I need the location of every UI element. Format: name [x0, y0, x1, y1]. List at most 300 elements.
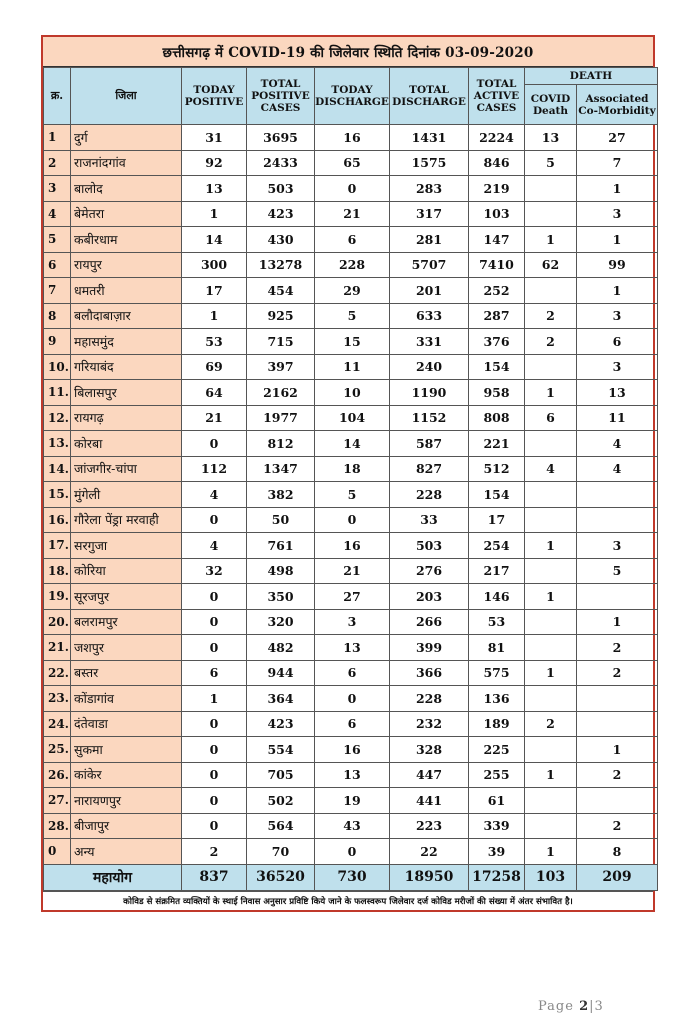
cell-total-active: 846 — [469, 150, 525, 176]
cell-district: दुर्ग — [71, 125, 182, 151]
cell-sn: 19. — [44, 584, 71, 610]
cell-co-morbidity: 2 — [577, 635, 658, 661]
cell-sn: 28. — [44, 813, 71, 839]
cell-total-active: 221 — [469, 431, 525, 457]
cell-total-discharge: 1190 — [390, 380, 469, 406]
cell-total-discharge: 331 — [390, 329, 469, 355]
page-label: Page — [538, 999, 574, 1014]
cell-total-discharge: 232 — [390, 711, 469, 737]
cell-co-morbidity: 99 — [577, 252, 658, 278]
cell-today-positive: 0 — [182, 431, 247, 457]
cell-total-active: 17 — [469, 507, 525, 533]
cell-today-discharge: 0 — [315, 507, 390, 533]
district-status-table — [43, 67, 658, 891]
cell-today-discharge: 0 — [315, 176, 390, 202]
cell-today-discharge: 0 — [315, 686, 390, 712]
header-today-positive: TODAY POSITIVE — [182, 68, 247, 125]
table-row — [44, 788, 658, 814]
cell-today-positive: 13 — [182, 176, 247, 202]
header-district: जिला — [71, 68, 182, 125]
cell-today-discharge: 0 — [315, 839, 390, 865]
cell-district: कोरिया — [71, 558, 182, 584]
cell-co-morbidity — [577, 711, 658, 737]
cell-co-morbidity: 1 — [577, 609, 658, 635]
cell-today-positive: 4 — [182, 482, 247, 508]
cell-today-positive: 0 — [182, 584, 247, 610]
cell-today-discharge: 11 — [315, 354, 390, 380]
cell-covid-death: 1 — [525, 762, 577, 788]
cell-district: बालोद — [71, 176, 182, 202]
cell-total-active: 2224 — [469, 125, 525, 151]
cell-total-positive: 1977 — [247, 405, 315, 431]
cell-covid-death — [525, 431, 577, 457]
cell-today-discharge: 13 — [315, 762, 390, 788]
cell-sn: 15. — [44, 482, 71, 508]
cell-total-active: 53 — [469, 609, 525, 635]
page-total: 3 — [594, 999, 604, 1014]
cell-total-discharge: 827 — [390, 456, 469, 482]
cell-today-positive: 1 — [182, 201, 247, 227]
cell-total-discharge: 328 — [390, 737, 469, 763]
cell-total-active: 376 — [469, 329, 525, 355]
cell-covid-death: 4 — [525, 456, 577, 482]
cell-district: महासमुंद — [71, 329, 182, 355]
cell-today-discharge: 228 — [315, 252, 390, 278]
cell-today-positive: 1 — [182, 303, 247, 329]
cell-co-morbidity: 3 — [577, 303, 658, 329]
cell-sn: 26. — [44, 762, 71, 788]
cell-today-discharge: 16 — [315, 533, 390, 559]
cell-total-positive: 715 — [247, 329, 315, 355]
cell-district: राजनांदगांव — [71, 150, 182, 176]
cell-district: गरियाबंद — [71, 354, 182, 380]
header-total-positive: TOTAL POSITIVE CASES — [247, 68, 315, 125]
cell-sn: 6 — [44, 252, 71, 278]
cell-sn: 3 — [44, 176, 71, 202]
table-row — [44, 558, 658, 584]
cell-total-active: 7410 — [469, 252, 525, 278]
cell-sn: 20. — [44, 609, 71, 635]
cell-covid-death — [525, 788, 577, 814]
cell-co-morbidity: 11 — [577, 405, 658, 431]
cell-total-discharge: 1431 — [390, 125, 469, 151]
cell-total-discharge: 503 — [390, 533, 469, 559]
cell-district: रायगढ़ — [71, 405, 182, 431]
cell-total-positive: 705 — [247, 762, 315, 788]
cell-total-active: 252 — [469, 278, 525, 304]
header-death: DEATH — [525, 68, 658, 85]
cell-covid-death: 2 — [525, 329, 577, 355]
total-total-active: 17258 — [469, 864, 525, 890]
cell-today-discharge: 3 — [315, 609, 390, 635]
cell-sn: 23. — [44, 686, 71, 712]
cell-today-positive: 53 — [182, 329, 247, 355]
table-row — [44, 278, 658, 304]
cell-today-positive: 0 — [182, 737, 247, 763]
cell-total-active: 339 — [469, 813, 525, 839]
table-row — [44, 839, 658, 865]
cell-district: कोरबा — [71, 431, 182, 457]
cell-total-positive: 430 — [247, 227, 315, 253]
cell-total-active: 255 — [469, 762, 525, 788]
cell-covid-death — [525, 686, 577, 712]
cell-total-discharge: 1575 — [390, 150, 469, 176]
cell-total-discharge: 5707 — [390, 252, 469, 278]
cell-today-positive: 112 — [182, 456, 247, 482]
cell-total-positive: 761 — [247, 533, 315, 559]
cell-today-discharge: 5 — [315, 482, 390, 508]
table-row — [44, 635, 658, 661]
cell-total-active: 217 — [469, 558, 525, 584]
cell-covid-death — [525, 482, 577, 508]
cell-district: गौरेला पेंड्रा मरवाही — [71, 507, 182, 533]
cell-covid-death — [525, 278, 577, 304]
cell-today-discharge: 15 — [315, 329, 390, 355]
cell-co-morbidity: 4 — [577, 431, 658, 457]
table-row — [44, 482, 658, 508]
cell-covid-death: 6 — [525, 405, 577, 431]
cell-total-active: 136 — [469, 686, 525, 712]
cell-co-morbidity: 3 — [577, 201, 658, 227]
cell-district: सुकमा — [71, 737, 182, 763]
cell-co-morbidity: 1 — [577, 278, 658, 304]
cell-sn: 10. — [44, 354, 71, 380]
cell-total-positive: 350 — [247, 584, 315, 610]
cell-co-morbidity: 5 — [577, 558, 658, 584]
cell-sn: 13. — [44, 431, 71, 457]
cell-today-discharge: 6 — [315, 711, 390, 737]
cell-today-discharge: 14 — [315, 431, 390, 457]
cell-district: बस्तर — [71, 660, 182, 686]
cell-total-discharge: 1152 — [390, 405, 469, 431]
total-covid-death: 103 — [525, 864, 577, 890]
cell-co-morbidity: 13 — [577, 380, 658, 406]
table-row — [44, 252, 658, 278]
cell-sn: 16. — [44, 507, 71, 533]
cell-total-active: 189 — [469, 711, 525, 737]
cell-total-active: 958 — [469, 380, 525, 406]
cell-total-positive: 50 — [247, 507, 315, 533]
cell-co-morbidity: 1 — [577, 737, 658, 763]
cell-total-discharge: 399 — [390, 635, 469, 661]
header-total-discharge: TOTAL DISCHARGE — [390, 68, 469, 125]
cell-total-positive: 925 — [247, 303, 315, 329]
table-row — [44, 405, 658, 431]
total-today-positive: 837 — [182, 864, 247, 890]
cell-today-positive: 21 — [182, 405, 247, 431]
cell-total-discharge: 203 — [390, 584, 469, 610]
cell-today-discharge: 65 — [315, 150, 390, 176]
cell-total-positive: 3695 — [247, 125, 315, 151]
cell-sn: 14. — [44, 456, 71, 482]
cell-district: सरगुजा — [71, 533, 182, 559]
cell-total-active: 39 — [469, 839, 525, 865]
total-total-positive: 36520 — [247, 864, 315, 890]
cell-covid-death: 2 — [525, 303, 577, 329]
cell-total-discharge: 441 — [390, 788, 469, 814]
cell-today-discharge: 18 — [315, 456, 390, 482]
cell-district: जशपुर — [71, 635, 182, 661]
table-row — [44, 201, 658, 227]
cell-co-morbidity: 8 — [577, 839, 658, 865]
cell-today-discharge: 43 — [315, 813, 390, 839]
covid-report-sheet — [41, 35, 655, 912]
cell-today-positive: 1 — [182, 686, 247, 712]
cell-covid-death — [525, 176, 577, 202]
cell-co-morbidity — [577, 507, 658, 533]
cell-sn: 1 — [44, 125, 71, 151]
cell-co-morbidity: 27 — [577, 125, 658, 151]
cell-total-discharge: 223 — [390, 813, 469, 839]
cell-total-positive: 320 — [247, 609, 315, 635]
cell-total-positive: 482 — [247, 635, 315, 661]
table-row — [44, 125, 658, 151]
cell-district: बलरामपुर — [71, 609, 182, 635]
cell-co-morbidity — [577, 788, 658, 814]
cell-district: मुंगेली — [71, 482, 182, 508]
cell-co-morbidity — [577, 686, 658, 712]
total-today-discharge: 730 — [315, 864, 390, 890]
cell-today-positive: 0 — [182, 609, 247, 635]
cell-district: बेमेतरा — [71, 201, 182, 227]
cell-total-positive: 812 — [247, 431, 315, 457]
cell-total-active: 81 — [469, 635, 525, 661]
cell-total-active: 219 — [469, 176, 525, 202]
cell-covid-death: 2 — [525, 711, 577, 737]
cell-total-discharge: 281 — [390, 227, 469, 253]
cell-total-positive: 944 — [247, 660, 315, 686]
cell-today-positive: 64 — [182, 380, 247, 406]
header-today-discharge: TODAY DISCHARGE — [315, 68, 390, 125]
cell-covid-death: 1 — [525, 660, 577, 686]
total-row — [44, 864, 658, 890]
cell-co-morbidity: 4 — [577, 456, 658, 482]
cell-covid-death — [525, 609, 577, 635]
cell-total-positive: 2162 — [247, 380, 315, 406]
cell-total-active: 575 — [469, 660, 525, 686]
total-label: महायोग — [44, 864, 182, 890]
cell-total-discharge: 266 — [390, 609, 469, 635]
total-total-discharge: 18950 — [390, 864, 469, 890]
cell-covid-death: 13 — [525, 125, 577, 151]
cell-today-discharge: 21 — [315, 558, 390, 584]
cell-sn: 21. — [44, 635, 71, 661]
cell-total-discharge: 633 — [390, 303, 469, 329]
cell-sn: 2 — [44, 150, 71, 176]
cell-total-discharge: 22 — [390, 839, 469, 865]
table-row — [44, 609, 658, 635]
cell-co-morbidity: 2 — [577, 813, 658, 839]
table-row — [44, 711, 658, 737]
table-row — [44, 660, 658, 686]
cell-today-positive: 0 — [182, 635, 247, 661]
cell-total-positive: 364 — [247, 686, 315, 712]
cell-total-active: 287 — [469, 303, 525, 329]
cell-co-morbidity: 1 — [577, 176, 658, 202]
cell-total-positive: 13278 — [247, 252, 315, 278]
cell-covid-death — [525, 558, 577, 584]
cell-covid-death — [525, 201, 577, 227]
cell-co-morbidity: 3 — [577, 354, 658, 380]
header-co-morbidity: Associated Co-Morbidity — [577, 85, 658, 125]
cell-sn: 18. — [44, 558, 71, 584]
cell-today-discharge: 29 — [315, 278, 390, 304]
page-current: 2 — [579, 999, 590, 1014]
cell-today-discharge: 19 — [315, 788, 390, 814]
cell-total-active: 154 — [469, 354, 525, 380]
cell-total-discharge: 240 — [390, 354, 469, 380]
cell-sn: 22. — [44, 660, 71, 686]
total-co-morbidity: 209 — [577, 864, 658, 890]
cell-today-discharge: 27 — [315, 584, 390, 610]
report-title: छत्तीसगढ़ में COVID-19 की जिलेवार स्थिति दिनांक 03-09-2020 — [43, 37, 653, 67]
cell-total-discharge: 276 — [390, 558, 469, 584]
cell-covid-death: 1 — [525, 227, 577, 253]
cell-district: बिलासपुर — [71, 380, 182, 406]
cell-sn: 24. — [44, 711, 71, 737]
cell-sn: 7 — [44, 278, 71, 304]
cell-total-active: 512 — [469, 456, 525, 482]
cell-today-positive: 6 — [182, 660, 247, 686]
cell-total-positive: 498 — [247, 558, 315, 584]
cell-covid-death — [525, 737, 577, 763]
cell-today-positive: 0 — [182, 813, 247, 839]
cell-co-morbidity: 3 — [577, 533, 658, 559]
cell-district: दंतेवाडा — [71, 711, 182, 737]
cell-total-active: 154 — [469, 482, 525, 508]
header-sn: क्र. — [44, 68, 71, 125]
cell-today-positive: 31 — [182, 125, 247, 151]
cell-sn: 11. — [44, 380, 71, 406]
cell-co-morbidity: 6 — [577, 329, 658, 355]
page-number — [538, 999, 604, 1014]
table-row — [44, 176, 658, 202]
cell-total-positive: 382 — [247, 482, 315, 508]
cell-today-positive: 69 — [182, 354, 247, 380]
cell-today-positive: 14 — [182, 227, 247, 253]
cell-total-positive: 554 — [247, 737, 315, 763]
cell-sn: 5 — [44, 227, 71, 253]
cell-district: धमतरी — [71, 278, 182, 304]
cell-total-active: 103 — [469, 201, 525, 227]
table-row — [44, 227, 658, 253]
cell-sn: 12. — [44, 405, 71, 431]
cell-sn: 17. — [44, 533, 71, 559]
cell-covid-death: 1 — [525, 584, 577, 610]
cell-covid-death: 1 — [525, 380, 577, 406]
cell-covid-death — [525, 635, 577, 661]
table-row — [44, 456, 658, 482]
table-row — [44, 584, 658, 610]
cell-total-active: 225 — [469, 737, 525, 763]
footnote: कोविड से संक्रमित व्यक्तियों के स्थाई निवास अनुसार प्रविष्टि किये जाने के फलस्वरूप जिलेवार दर्ज कोविड मरीजों की संख्या में अंतर संभावित है। — [43, 891, 653, 910]
cell-district: सूरजपुर — [71, 584, 182, 610]
table-row — [44, 686, 658, 712]
cell-sn: 25. — [44, 737, 71, 763]
cell-today-positive: 0 — [182, 507, 247, 533]
cell-sn: 27. — [44, 788, 71, 814]
cell-district: कांकेर — [71, 762, 182, 788]
cell-today-discharge: 5 — [315, 303, 390, 329]
cell-covid-death — [525, 813, 577, 839]
cell-total-active: 61 — [469, 788, 525, 814]
header-covid-death: COVID Death — [525, 85, 577, 125]
cell-total-positive: 503 — [247, 176, 315, 202]
cell-district: अन्य — [71, 839, 182, 865]
cell-today-discharge: 10 — [315, 380, 390, 406]
table-row — [44, 737, 658, 763]
cell-district: जांजगीर-चांपा — [71, 456, 182, 482]
cell-co-morbidity: 2 — [577, 660, 658, 686]
cell-district: कबीरधाम — [71, 227, 182, 253]
table-body — [44, 125, 658, 865]
page-separator: | — [589, 999, 595, 1014]
cell-total-positive: 454 — [247, 278, 315, 304]
cell-total-discharge: 447 — [390, 762, 469, 788]
cell-co-morbidity: 2 — [577, 762, 658, 788]
cell-today-positive: 2 — [182, 839, 247, 865]
cell-co-morbidity: 7 — [577, 150, 658, 176]
cell-co-morbidity — [577, 482, 658, 508]
table-row — [44, 329, 658, 355]
cell-co-morbidity: 1 — [577, 227, 658, 253]
cell-today-positive: 0 — [182, 788, 247, 814]
cell-covid-death — [525, 354, 577, 380]
cell-total-discharge: 366 — [390, 660, 469, 686]
cell-total-discharge: 283 — [390, 176, 469, 202]
cell-total-active: 254 — [469, 533, 525, 559]
cell-total-discharge: 33 — [390, 507, 469, 533]
table-row — [44, 507, 658, 533]
cell-today-discharge: 104 — [315, 405, 390, 431]
cell-covid-death: 1 — [525, 533, 577, 559]
cell-today-positive: 32 — [182, 558, 247, 584]
table-row — [44, 303, 658, 329]
header-total-active: TOTAL ACTIVE CASES — [469, 68, 525, 125]
cell-today-discharge: 16 — [315, 737, 390, 763]
cell-total-active: 808 — [469, 405, 525, 431]
cell-district: रायपुर — [71, 252, 182, 278]
cell-total-positive: 397 — [247, 354, 315, 380]
cell-total-positive: 502 — [247, 788, 315, 814]
cell-total-discharge: 228 — [390, 482, 469, 508]
cell-today-discharge: 16 — [315, 125, 390, 151]
table-row — [44, 354, 658, 380]
cell-today-discharge: 6 — [315, 227, 390, 253]
cell-sn: 8 — [44, 303, 71, 329]
cell-total-discharge: 201 — [390, 278, 469, 304]
cell-today-discharge: 6 — [315, 660, 390, 686]
cell-covid-death: 1 — [525, 839, 577, 865]
cell-total-active: 147 — [469, 227, 525, 253]
cell-covid-death: 5 — [525, 150, 577, 176]
cell-today-discharge: 21 — [315, 201, 390, 227]
cell-district: बीजापुर — [71, 813, 182, 839]
table-row — [44, 813, 658, 839]
cell-total-positive: 423 — [247, 711, 315, 737]
cell-district: नारायणपुर — [71, 788, 182, 814]
cell-today-positive: 92 — [182, 150, 247, 176]
cell-total-discharge: 228 — [390, 686, 469, 712]
cell-total-active: 146 — [469, 584, 525, 610]
cell-today-positive: 0 — [182, 762, 247, 788]
table-row — [44, 150, 658, 176]
cell-district: कोंडागांव — [71, 686, 182, 712]
cell-sn: 9 — [44, 329, 71, 355]
cell-today-positive: 300 — [182, 252, 247, 278]
cell-covid-death: 62 — [525, 252, 577, 278]
table-row — [44, 431, 658, 457]
